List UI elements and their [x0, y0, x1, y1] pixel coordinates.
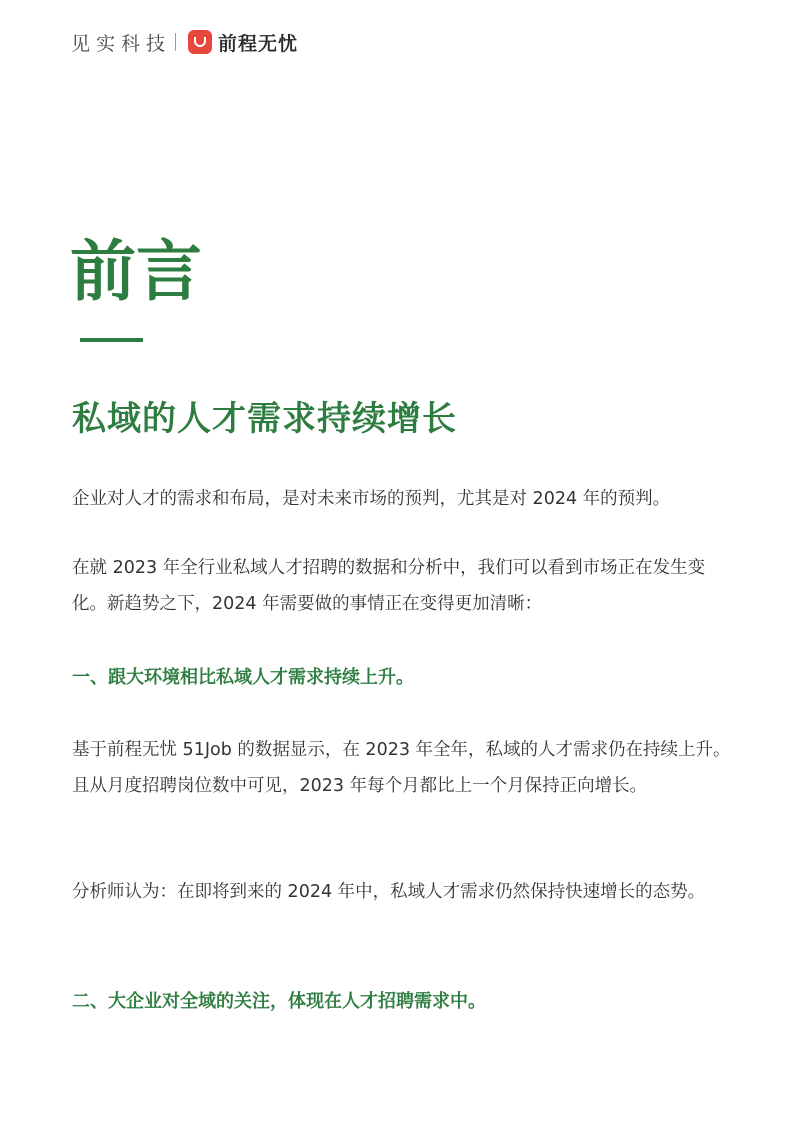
- brand-divider: [175, 33, 176, 51]
- section-subtitle: 私域的人才需求持续增长: [72, 399, 457, 439]
- page-header: [71, 28, 298, 56]
- paragraph-analyst: 分析师认为：在即将到来的 2024 年中，私域人才需求仍然保持快速增长的态势。: [72, 882, 706, 902]
- 51job-logo-icon: [188, 30, 212, 54]
- page-title: 前言: [70, 233, 202, 310]
- section-heading-2: 二、大企业对全域的关注，体现在人才招聘需求中。: [72, 991, 486, 1012]
- paragraph-intro: 企业对人才的需求和布局，是对未来市场的预判，尤其是对 2024 年的预判。: [72, 489, 671, 509]
- brand-51job: [188, 29, 298, 56]
- paragraph-51job-data: 基于前程无忧 51Job 的数据显示，在 2023 年全年，私域的人才需求仍在持续上升。且从月度招聘岗位数中可见，2023 年每个月都比上一个月保持正向增长。: [72, 740, 731, 796]
- brand-name-qianchengwuyou: 前程无忧: [218, 32, 299, 55]
- section-heading-1: 一、跟大环境相比私域人才需求持续上升。: [72, 667, 414, 688]
- brand-name-jianshi: 见实科技: [71, 32, 172, 55]
- paragraph-market-change: 在就 2023 年全行业私域人才招聘的数据和分析中，我们可以看到市场正在发生变化。新趋势之下，2024 年需要做的事情正在变得更加清晰：: [72, 558, 706, 614]
- title-underline: [80, 338, 143, 342]
